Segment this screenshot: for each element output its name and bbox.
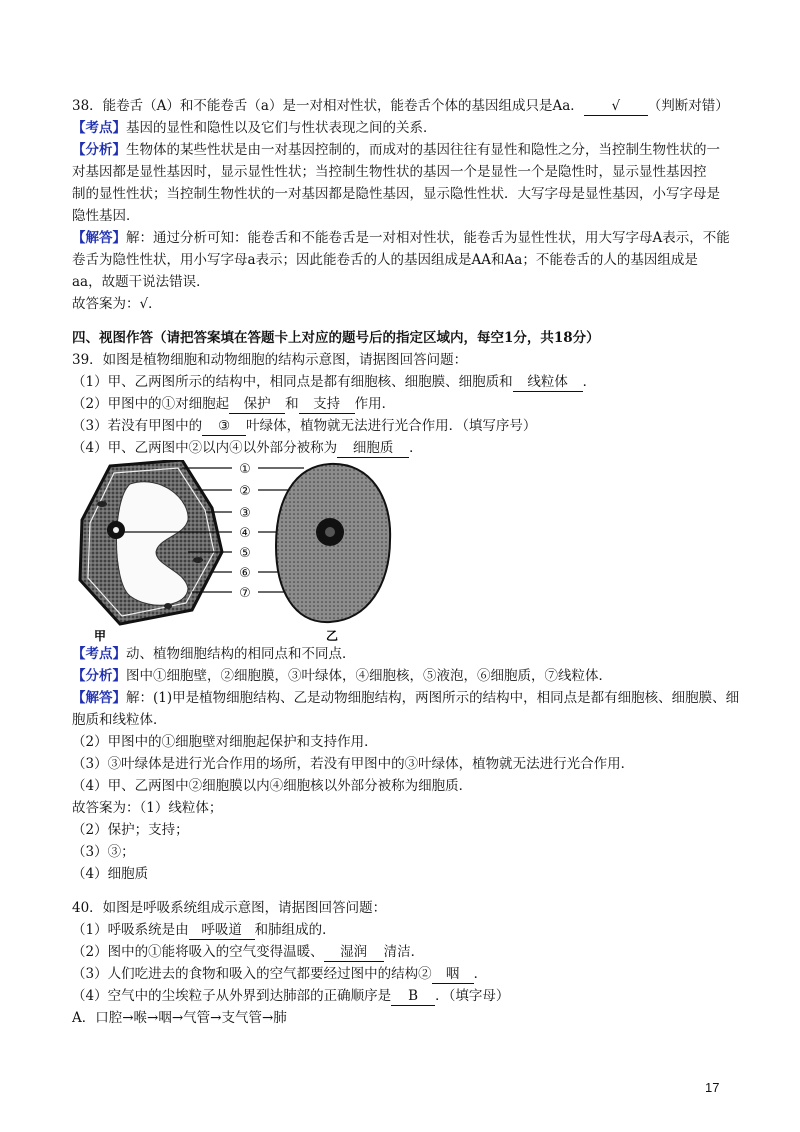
figure-label-yi: 乙	[326, 629, 339, 642]
q39-sub4-text: （4）甲、乙两图中②以内④以外部分被称为	[72, 440, 338, 456]
q40-sub3-answer: 咽	[432, 966, 474, 984]
q40-sub1-answer: 呼吸道	[189, 922, 255, 940]
q38-fenxi-3: 制的显性性状；当控制生物性状的一对基因都是隐性基因，显示隐性性状．大写字母是显性基因，小写字母是	[72, 186, 720, 202]
label-3: ③	[239, 506, 251, 521]
q40-sub2	[72, 942, 424, 962]
q40-option-a: A．口腔→喉→咽→气管→支气管→肺	[72, 1010, 287, 1026]
q39-stem: 39．如图是植物细胞和动物细胞的结构示意图，请据图回答问题：	[72, 352, 468, 368]
jieda-tag: 【解答】	[72, 690, 126, 706]
q39-answer-0: 故答案为：（1）线粒体；	[72, 800, 223, 816]
q40-sub1-text: （1）呼吸系统是由	[72, 922, 189, 938]
jieda-tag: 【解答】	[72, 230, 126, 246]
q38-stem-text: 38．能卷舌（A）和不能卷舌（a）是一对相对性状，能卷舌个体的基因组成只是Aa．	[72, 98, 584, 114]
q38-stem-suffix: （判断对错）	[647, 98, 729, 114]
q39-sub1-suffix: ．	[582, 374, 597, 390]
q39-kaodian	[72, 644, 356, 664]
q39-jieda-3: （2）甲图中的①细胞壁对细胞起保护和支持作用．	[72, 734, 378, 750]
q39-kaodian-text: 动、植物细胞结构的相同点和不同点．	[126, 646, 356, 662]
label-5: ⑤	[239, 546, 251, 561]
fenxi-tag: 【分析】	[72, 142, 126, 158]
q38-fenxi-2: 对基因都是显性基因时，显示显性性状；当控制生物性状的基因一个是显性一个是隐性时，显示显性基因控	[72, 164, 707, 180]
q40-stem: 40．如图是呼吸系统组成示意图，请据图回答问题：	[72, 900, 387, 916]
q40-sub4	[72, 986, 509, 1006]
q38-jieda-1	[72, 228, 730, 248]
plant-cell	[80, 460, 222, 624]
q39-sub1	[72, 372, 596, 392]
page-number: 17	[705, 1080, 720, 1095]
q40-sub1	[72, 920, 336, 940]
q40-sub2-text: （2）图中的①能将吸入的空气变得温暖、	[72, 944, 324, 960]
fenxi-tag: 【分析】	[72, 668, 126, 684]
q38-jieda-3: aa，故题干说法错误．	[72, 274, 210, 290]
q38-fenxi-text-1: 生物体的某些性状是由一对基因控制的，而成对的基因往往有显性和隐性之分，当控制生物性状的一	[126, 142, 720, 158]
kaodian-tag: 【考点】	[72, 646, 126, 662]
mitochondrion	[164, 603, 172, 609]
q39-jieda-2: 胞质和线粒体．	[72, 712, 167, 728]
q38-fenxi-1	[72, 140, 720, 160]
q40-sub1-suffix: 和肺组成的．	[254, 922, 336, 938]
q39-sub2-answer1: 保护	[229, 396, 285, 414]
q40-sub4-text: （4）空气中的尘埃粒子从外界到达肺部的正确顺序是	[72, 988, 392, 1004]
kaodian-tag: 【考点】	[72, 120, 126, 136]
animal-cell	[276, 464, 390, 622]
chloroplast	[193, 557, 203, 563]
q39-answer-3: （4）细胞质	[72, 866, 149, 882]
q39-sub2-answer2: 支持	[299, 396, 355, 414]
q38-fenxi-4: 隐性基因．	[72, 208, 140, 224]
q39-sub2	[72, 394, 395, 414]
q38-jieda-text-1: 解：通过分析可知：能卷舌和不能卷舌是一对相对性状，能卷舌为显性性状，用大写字母A表示，不能	[126, 230, 730, 246]
q39-jieda-1	[72, 688, 739, 708]
q38-answer: √	[584, 98, 648, 116]
q39-sub3-text: （3）若没有甲图中的	[72, 418, 203, 434]
figure-label-jia: 甲	[94, 629, 107, 642]
q39-sub3-answer: ③	[202, 418, 246, 436]
q40-sub2-answer: 湿润	[324, 944, 384, 962]
q39-sub2-text: （2）甲图中的①对细胞起	[72, 396, 230, 412]
chloroplast	[97, 501, 107, 507]
q39-sub1-text: （1）甲、乙两图所示的结构中，相同点是都有细胞核、细胞膜、细胞质和	[72, 374, 513, 390]
label-6: ⑥	[239, 566, 251, 581]
q39-sub3	[72, 416, 536, 436]
q38-stem	[72, 96, 729, 116]
q39-jieda-5: （4）甲、乙两图中②细胞膜以内④细胞核以外部分被称为细胞质．	[72, 778, 473, 794]
q40-sub2-suffix: 清洁．	[383, 944, 425, 960]
q39-jieda-4: （3）③叶绿体是进行光合作用的场所，若没有甲图中的③叶绿体，植物就无法进行光合作用．	[72, 756, 635, 772]
q40-sub3	[72, 964, 487, 984]
q39-jieda-text-1: 解：(1)甲是植物细胞结构、乙是动物细胞结构，两图所示的结构中，相同点是都有细胞核、细胞膜、细	[126, 690, 740, 706]
q38-kaodian	[72, 118, 437, 138]
cell-structure-figure	[72, 460, 412, 642]
q39-fenxi	[72, 666, 612, 686]
nucleolus	[113, 527, 119, 533]
q39-sub3-suffix: 叶绿体，植物就无法进行光合作用．（填写序号）	[246, 418, 537, 434]
q39-answer-1: （2）保护；支持；	[72, 822, 189, 838]
label-1: ①	[239, 462, 251, 477]
animal-nucleolus	[325, 527, 335, 537]
q40-sub4-answer: B	[391, 988, 435, 1006]
section-heading: 四、视图作答（请把答案填在答题卡上对应的题号后的指定区域内，每空1分，共18分）	[72, 330, 600, 346]
q40-sub4-suffix: ．（填字母）	[435, 988, 510, 1004]
q40-sub3-suffix: ．	[473, 966, 488, 982]
label-4: ④	[239, 526, 251, 541]
q39-fenxi-text: 图中①细胞壁，②细胞膜，③叶绿体，④细胞核，⑤液泡，⑥细胞质，⑦线粒体．	[126, 668, 612, 684]
label-7: ⑦	[239, 586, 251, 601]
q38-final-answer: 故答案为：√．	[72, 296, 162, 312]
q39-sub4-suffix: ．	[409, 440, 423, 456]
label-2: ②	[239, 484, 251, 499]
q38-kaodian-text: 基因的显性和隐性以及它们与性状表现之间的关系．	[126, 120, 437, 136]
q39-answer-2: （3）③；	[72, 844, 135, 860]
q39-sub1-answer: 线粒体	[513, 374, 583, 392]
q39-sub2-mid: 和	[285, 396, 299, 412]
q39-sub4-answer: 细胞质	[337, 440, 409, 458]
q39-sub4	[72, 438, 423, 458]
q40-sub3-text: （3）人们吃进去的食物和吸入的空气都要经过图中的结构②	[72, 966, 432, 982]
q38-jieda-2: 卷舌为隐性性状，用小写字母a表示；因此能卷舌的人的基因组成是AA和Aa；不能卷舌的人的基因组成是	[72, 252, 698, 268]
q39-sub2-suffix: 作用．	[354, 396, 396, 412]
